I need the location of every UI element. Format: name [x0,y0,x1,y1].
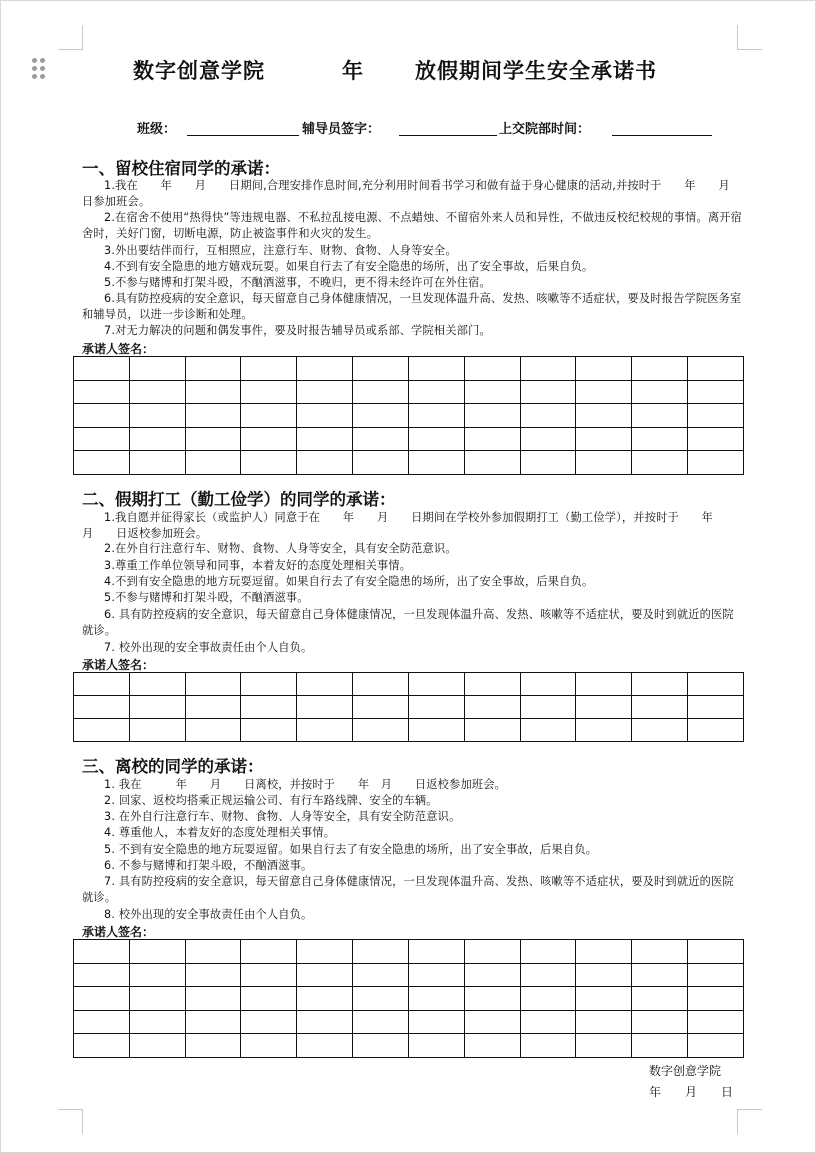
section-2-item: 7. 校外出现的安全事故责任由个人自负。 [104,641,313,654]
signature-cell[interactable] [241,451,297,475]
signature-cell[interactable] [408,987,464,1011]
section-1-item: 6.具有防控疫病的安全意识，每天留意自己身体健康情况，一旦发现体温升高、发热、咳嗽等不适症状，要及时报告学院医务室和辅导员，以进一步诊断和处理。 [82,292,742,321]
signature-cell[interactable] [688,357,744,381]
signature-cell[interactable] [688,1034,744,1058]
signature-cell[interactable] [520,1034,576,1058]
counselor-label: 辅导员签字： [302,122,381,137]
signature-cell[interactable] [464,719,520,742]
signature-cell[interactable] [297,963,353,987]
signature-cell[interactable] [576,1034,632,1058]
signature-cell[interactable] [241,673,297,696]
section-3-item: 6. 不参与赌博和打架斗殴，不酗酒滋事。 [104,859,313,872]
signature-cell[interactable] [129,404,185,428]
signature-cell[interactable] [297,1034,353,1058]
signature-row [74,427,744,451]
signature-row [74,1010,744,1034]
signature-row [74,380,744,404]
signature-row [74,404,744,428]
signature-cell[interactable] [520,427,576,451]
signature-cell[interactable] [576,987,632,1011]
signature-cell[interactable] [464,987,520,1011]
signature-cell[interactable] [688,987,744,1011]
signature-cell[interactable] [241,987,297,1011]
signature-cell[interactable] [520,673,576,696]
signature-cell[interactable] [408,451,464,475]
signature-cell[interactable] [408,357,464,381]
signature-cell[interactable] [185,696,241,719]
signature-cell[interactable] [74,404,130,428]
signature-cell[interactable] [464,427,520,451]
signature-cell[interactable] [297,940,353,964]
signature-cell[interactable] [576,427,632,451]
signature-cell[interactable] [632,451,688,475]
signature-cell[interactable] [464,673,520,696]
section-1-signature-label: 承诺人签名： [82,342,155,356]
signature-cell[interactable] [520,404,576,428]
title-school: 数字创意学院 [133,59,265,83]
signature-cell[interactable] [520,380,576,404]
title-year: 年 [342,59,364,83]
section-2-item: 3.尊重工作单位领导和同事，本着友好的态度处理相关事情。 [104,559,412,572]
signature-cell[interactable] [129,963,185,987]
signature-cell[interactable] [632,987,688,1011]
signature-row [74,1034,744,1058]
signature-cell[interactable] [520,987,576,1011]
section-3-item: 4. 尊重他人，本着友好的态度处理相关事情。 [104,826,336,839]
signature-cell[interactable] [464,940,520,964]
section-2-signature-label: 承诺人签名： [82,658,155,672]
signature-cell[interactable] [129,451,185,475]
signature-cell[interactable] [74,1010,130,1034]
signature-cell[interactable] [408,940,464,964]
signature-cell[interactable] [576,673,632,696]
signature-cell[interactable] [632,427,688,451]
signature-cell[interactable] [688,1010,744,1034]
footer-date: 年 月 日 [649,1085,734,1099]
section-3-signature-label: 承诺人签名： [82,925,155,939]
signature-cell[interactable] [576,1010,632,1034]
signature-cell[interactable] [129,940,185,964]
signature-cell[interactable] [408,1034,464,1058]
section-2-item: 6. 具有防控疫病的安全意识，每天留意自己身体健康情况，一旦发现体温升高、发热、咳嗽等不适症状，要及时到就近的医院就诊。 [82,608,734,637]
signature-cell[interactable] [74,719,130,742]
signature-cell[interactable] [74,963,130,987]
signature-cell[interactable] [464,696,520,719]
signature-cell[interactable] [353,1010,409,1034]
signature-cell[interactable] [241,963,297,987]
section-3-signature-table[interactable] [73,939,744,1058]
signature-row [74,673,744,696]
signature-cell[interactable] [464,1034,520,1058]
signature-row [74,451,744,475]
signature-cell[interactable] [688,696,744,719]
section-3-item: 3. 在外自行注意行车、财物、食物、人身等安全，具有安全防范意识。 [104,810,461,823]
signature-cell[interactable] [185,357,241,381]
signature-cell[interactable] [241,427,297,451]
signature-cell[interactable] [688,673,744,696]
signature-cell[interactable] [576,696,632,719]
signature-cell[interactable] [74,1034,130,1058]
signature-cell[interactable] [241,1010,297,1034]
signature-cell[interactable] [185,380,241,404]
signature-cell[interactable] [464,1010,520,1034]
signature-cell[interactable] [688,719,744,742]
signature-cell[interactable] [408,1010,464,1034]
signature-cell[interactable] [129,1034,185,1058]
section-3-item: 8. 校外出现的安全事故责任由个人自负。 [104,908,313,921]
signature-cell[interactable] [74,987,130,1011]
signature-cell[interactable] [241,1034,297,1058]
signature-cell[interactable] [185,1034,241,1058]
signature-cell[interactable] [241,719,297,742]
signature-cell[interactable] [576,940,632,964]
section-1-item: 7.对无力解决的问题和偶发事件，要及时报告辅导员或系部、学院相关部门。 [104,324,491,337]
signature-cell[interactable] [632,696,688,719]
margin-corner-mark [737,1109,762,1134]
signature-cell[interactable] [241,380,297,404]
signature-cell[interactable] [241,940,297,964]
section-1-item: 4.不到有安全隐患的地方嬉戏玩耍。如果自行去了有安全隐患的场所，出了安全事故，后果自负。 [104,260,594,273]
margin-corner-mark [58,25,83,50]
counselor-signature-field[interactable] [399,135,497,136]
signature-cell[interactable] [297,696,353,719]
signature-cell[interactable] [688,451,744,475]
signature-cell[interactable] [464,451,520,475]
submit-time-label: 上交院部时间： [499,122,591,137]
section-1-item: 3.外出要结伴而行，互相照应，注意行车、财物、食物、人身等安全。 [104,244,457,257]
margin-corner-mark [58,1109,83,1134]
signature-cell[interactable] [353,357,409,381]
section-3-title: 三、离校的同学的承诺： [82,757,264,776]
signature-cell[interactable] [520,719,576,742]
signature-cell[interactable] [297,427,353,451]
signature-row [74,987,744,1011]
signature-cell[interactable] [520,696,576,719]
signature-cell[interactable] [408,963,464,987]
section-1-item: 2.在宿舍不使用“热得快”等违规电器、不私拉乱接电源、不点蜡烛、不留宿外来人员和异性，不做违反校纪校规的事情。离开宿舍时，关好门窗，切断电源，防止被盗事件和火灾的发生。 [82,211,742,240]
signature-cell[interactable] [74,451,130,475]
signature-cell[interactable] [74,673,130,696]
signature-cell[interactable] [353,1034,409,1058]
signature-cell[interactable] [576,451,632,475]
signature-cell[interactable] [129,357,185,381]
signature-cell[interactable] [632,357,688,381]
signature-cell[interactable] [185,673,241,696]
section-2-item: 4.不到有安全隐患的地方玩耍逗留。如果自行去了有安全隐患的场所，出了安全事故，后果自负。 [104,575,594,588]
signature-cell[interactable] [464,380,520,404]
signature-cell[interactable] [185,719,241,742]
signature-cell[interactable] [353,963,409,987]
section-3-item: 5. 不到有安全隐患的地方玩耍逗留。如果自行去了有安全隐患的场所，出了安全事故，后果自负。 [104,843,598,856]
section-3-item: 1. 我在 年 月 日离校，并按时于 年 月 日返校参加班会。 [104,778,507,791]
signature-cell[interactable] [185,987,241,1011]
section-2-title: 二、假期打工（勤工俭学）的同学的承诺： [82,490,396,509]
signature-cell[interactable] [576,963,632,987]
signature-cell[interactable] [129,696,185,719]
section-3-item: 7. 具有防控疫病的安全意识，每天留意自己身体健康情况，一旦发现体温升高、发热、咳嗽等不适症状，要及时到就近的医院就诊。 [82,875,734,904]
signature-cell[interactable] [520,940,576,964]
signature-cell[interactable] [408,380,464,404]
section-1-title: 一、留校住宿同学的承诺： [82,159,280,178]
signature-cell[interactable] [241,696,297,719]
footer-org: 数字创意学院 [649,1064,722,1078]
title-main: 放假期间学生安全承诺书 [415,59,657,83]
signature-cell[interactable] [688,380,744,404]
signature-cell[interactable] [74,357,130,381]
signature-cell[interactable] [408,404,464,428]
signature-cell[interactable] [520,1010,576,1034]
signature-cell[interactable] [185,427,241,451]
signature-cell[interactable] [353,673,409,696]
signature-row [74,357,744,381]
signature-cell[interactable] [353,404,409,428]
signature-cell[interactable] [464,963,520,987]
signature-cell[interactable] [408,696,464,719]
document-title [1,55,816,85]
signature-cell[interactable] [74,940,130,964]
signature-cell[interactable] [129,987,185,1011]
signature-cell[interactable] [353,451,409,475]
signature-cell[interactable] [520,357,576,381]
signature-cell[interactable] [297,451,353,475]
section-3-item: 2. 回家、返校均搭乘正规运输公司、有行车路线牌、安全的车辆。 [104,794,438,807]
signature-cell[interactable] [632,963,688,987]
margin-corner-mark [737,25,762,50]
signature-cell[interactable] [632,1010,688,1034]
submit-time-field[interactable] [612,135,712,136]
signature-cell[interactable] [353,696,409,719]
signature-cell[interactable] [520,451,576,475]
signature-cell[interactable] [129,380,185,404]
signature-cell[interactable] [297,987,353,1011]
section-1-item: 5.不参与赌博和打架斗殴，不酗酒滋事，不晚归，更不得未经许可在外住宿。 [104,276,491,289]
signature-cell[interactable] [74,380,130,404]
signature-cell[interactable] [632,673,688,696]
signature-cell[interactable] [576,380,632,404]
signature-cell[interactable] [408,719,464,742]
signature-cell[interactable] [632,404,688,428]
signature-cell[interactable] [297,1010,353,1034]
signature-cell[interactable] [576,404,632,428]
signature-row [74,719,744,742]
signature-cell[interactable] [74,696,130,719]
signature-row [74,696,744,719]
signature-cell[interactable] [297,357,353,381]
signature-cell[interactable] [241,357,297,381]
signature-cell[interactable] [185,963,241,987]
signature-cell[interactable] [353,719,409,742]
signature-cell[interactable] [576,357,632,381]
signature-cell[interactable] [185,404,241,428]
signature-cell[interactable] [408,673,464,696]
signature-cell[interactable] [129,719,185,742]
section-2-item: 1.我自愿并征得家长（或监护人）同意于在 年 月 日期间在学校外参加假期打工（勤工俭学），并按时于 年 月 日返校参加班会。 [82,511,736,540]
signature-cell[interactable] [353,427,409,451]
section-2-item: 2.在外自行注意行车、财物、食物、人身等安全，具有安全防范意识。 [104,542,457,555]
signature-cell[interactable] [185,940,241,964]
signature-cell[interactable] [74,427,130,451]
signature-cell[interactable] [464,404,520,428]
signature-cell[interactable] [632,380,688,404]
signature-cell[interactable] [464,357,520,381]
signature-cell[interactable] [129,1010,185,1034]
section-1-item: 1.我在 年 月 日期间,合理安排作息时间,充分利用时间看书学习和做有益于身心健康的活动,并按时于 年 月 日参加班会。 [82,179,742,208]
section-2-signature-table[interactable] [73,672,744,742]
signature-cell[interactable] [297,673,353,696]
signature-cell[interactable] [688,404,744,428]
signature-cell[interactable] [185,1010,241,1034]
signature-cell[interactable] [688,963,744,987]
signature-cell[interactable] [688,427,744,451]
signature-cell[interactable] [408,427,464,451]
section-2-item: 5.不参与赌博和打架斗殴，不酗酒滋事。 [104,591,309,604]
signature-cell[interactable] [185,451,241,475]
signature-cell[interactable] [297,719,353,742]
signature-cell[interactable] [520,963,576,987]
signature-cell[interactable] [632,940,688,964]
signature-cell[interactable] [129,427,185,451]
signature-cell[interactable] [297,404,353,428]
signature-cell[interactable] [576,719,632,742]
signature-cell[interactable] [297,380,353,404]
signature-cell[interactable] [688,940,744,964]
section-1-signature-table[interactable] [73,356,744,475]
signature-cell[interactable] [241,404,297,428]
signature-cell[interactable] [353,380,409,404]
signature-cell[interactable] [632,1034,688,1058]
signature-row [74,963,744,987]
signature-cell[interactable] [353,940,409,964]
signature-row [74,940,744,964]
signature-cell[interactable] [353,987,409,1011]
class-label: 班级： [137,122,177,137]
class-field[interactable] [187,135,299,136]
signature-cell[interactable] [632,719,688,742]
signature-cell[interactable] [129,673,185,696]
